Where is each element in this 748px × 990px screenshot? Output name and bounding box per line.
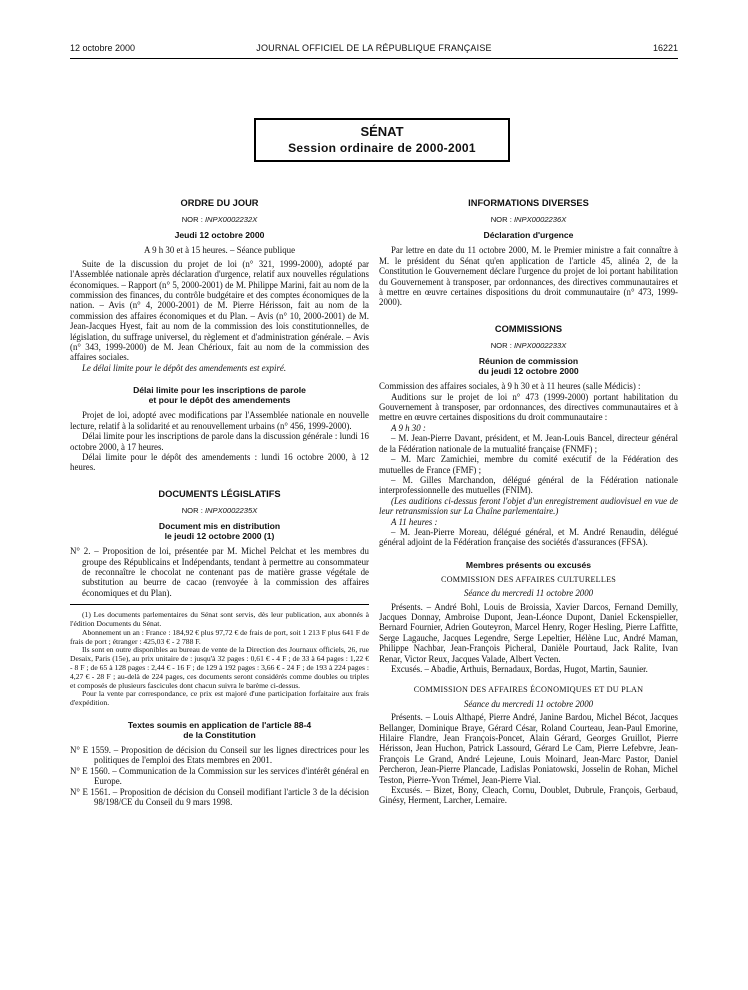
documents-subheading-line2: le jeudi 12 octobre 2000 (1) [164, 531, 275, 542]
audition-item: – M. Jean-Pierre Davant, président, et M. Jean-Louis Bancel, directeur général de la Fédération nationale de la mutualité française (FNMF) ; [379, 433, 678, 454]
delai-heading-line2: et pour le dépôt des amendements [148, 395, 291, 406]
footnote-line: Abonnement un an : France : 184,92 € plus 97,72 € de frais de port, soit 1 213 F plus 641 F de frais de port ; étranger : 425,03 € - 2 788 F. [70, 627, 369, 646]
commission-paragraph: Auditions sur le projet de loi n° 473 (1999-2000) portant habilitation du Gouvernement à transposer, par ordonnances, des directives communautaires et à mettre en œuvre certaines dispositions du droit communautaire : [379, 391, 678, 423]
amendment-note: Le délai limite pour le dépôt des amendements est expiré. [82, 362, 287, 373]
nor-reference [379, 215, 678, 225]
senat-title: SÉNAT [360, 124, 404, 139]
delai-paragraph: Délai limite pour le dépôt des amendements : lundi 16 octobre 2000, à 12 heures. [70, 451, 369, 473]
header-page-number: 16221 [652, 43, 678, 53]
nor-reference [70, 215, 369, 225]
membres-heading: Membres présents ou excusés [465, 559, 592, 570]
commission-name: COMMISSION DES AFFAIRES ÉCONOMIQUES ET DU PLAN [413, 685, 644, 695]
audition-note: (Les auditions ci-dessus feront l'objet d'un enregistrement audiovisuel en vue de leur retransmission sur La Chaîne parlementaire.) [379, 495, 678, 517]
commissions-heading: COMMISSIONS [494, 323, 563, 334]
texte-item: N° E 1561. – Proposition de décision du Conseil modifiant l'article 3 de la décision 98/198/CE du Conseil du 9 mars 1998. [70, 786, 369, 807]
header-title: JOURNAL OFFICIEL DE LA RÉPUBLIQUE FRANÇAISE [256, 43, 492, 53]
header-date: 12 octobre 2000 [70, 43, 136, 53]
nor-label: NOR : [181, 505, 203, 515]
delai-paragraph: Projet de loi, adopté avec modifications par l'Assemblée nationale en nouvelle lecture, relatif à la solidarité et au renouvellement urbains (n° 456, 1999-2000). [70, 410, 369, 431]
reunion-subheading-line1: Réunion de commission [478, 356, 579, 367]
senat-banner [254, 118, 510, 162]
nor-reference [379, 341, 678, 351]
delai-heading [70, 385, 369, 405]
nor-code: INPX0002235X [204, 505, 258, 515]
present-list: Présents. – Louis Althapé, Pierre André, Janine Bardou, Michel Bécot, Jacques Bellanger, Dominique Braye, Gérard César, Roland Courteau, Jean-Paul Emorine, Hilaire Flandre, Jean François-Poncet, Alain Gérard, Georges Gruillot, Pierre Hérisson, Jean Huchon, Patrick Lassourd, Gérard Le Cam, Pierre Lefebvre, Jean-François Le Grand, André Lejeune, Louis Moinard, Jean-Marc Pastor, Daniel Percheron, Jean-Pierre Plancade, Ladislas Poniatowski, Josselin de Rohan, Michel Teston, Pierre-Yvon Trémel, Jean-Pierre Vial. [379, 712, 678, 785]
informations-heading: INFORMATIONS DIVERSES [468, 198, 589, 208]
time-slot: A 9 h 30 : [391, 422, 426, 433]
texte-item: N° E 1560. – Communication de la Commission sur les services d'intérêt général en Europe. [70, 765, 369, 787]
nor-label: NOR : [490, 340, 512, 350]
delai-heading-line1: Délai limite pour les inscriptions de parole [133, 385, 306, 396]
footnote-line: (1) Les documents parlementaires du Sénat sont servis, dès leur publication, aux abonnés à l'édition Documents du Sénat. [70, 610, 369, 628]
excuses-list: Excusés. – Bizet, Bony, Cleach, Cornu, Doublet, Dubrule, François, Gerbaud, Ginésy, Herment, Larcher, Lemaire. [379, 785, 678, 806]
present-list: Présents. – André Bohl, Louis de Broissia, Xavier Darcos, Fernand Demilly, Jacques Donnay, Ambroise Dupont, Jean-Léonce Dupont, Daniel Eckenspieller, Bernard Fournier, Adrien Gouteyron, Marcel Henry, Roger Hesling, Pierre Laffitte, Serge Lagauche, Jacques Legendre, Serge Lepeltier, Hélène Luc, André Maman, Philippe Nachbar, Jean-François Picheral, Danièle Pourtaud, Jack Ralite, Ivan Renar, Victor Reux, Jacques Valade, Albert Vecten. [379, 601, 678, 664]
nor-code: INPX0002236X [513, 215, 567, 224]
document-item: N° 2. – Proposition de loi, présentée par M. Michel Pelchat et les membres du groupe des Républicains et Indépendants, tendant à permettre au consommateur de reconnaître le chocolat ne contenant pas de matière grasse végétale de substitution au beurre de cacao (renvoyée à la commission des affaires économiques et du Plan). [70, 546, 369, 598]
nor-label: NOR : [490, 215, 512, 224]
seance-time: A 9 h 30 et à 15 heures. – Séance publique [143, 245, 296, 256]
audition-item: – M. Gilles Marchandon, délégué général de la Fédération nationale interprofessionnelle des mutuelles (FNIM). [379, 474, 678, 496]
seance-date: Séance du mercredi 11 octobre 2000 [463, 588, 594, 599]
textes-heading-line1: Textes soumis en application de l'article 88-4 [127, 719, 312, 730]
footnote-line: Ils sont en outre disponibles au bureau de vente de la Direction des Journaux officiels, 26, rue Desaix, Paris (15e), au prix unitaire de : jusqu'à 32 pages : 0,61 € - 4 F ; de 33 à 64 pages : 1,22 € - 8 F ; de 65 à 128 pages : 2,44 € - 16 F ; de 129 à 192 pages : 3,66 € - 24 F ; de 193 à 224 pages : 4,27 € - 28 F ; au-delà de 224 pages, ces documents seront considérés comme doubles ou triples et composés de plusieurs fascicules dont chacun suivra le barème ci-dessus. [70, 645, 369, 690]
seance-date: Séance du mercredi 11 octobre 2000 [463, 698, 594, 709]
session-title: Session ordinaire de 2000-2001 [288, 141, 476, 155]
urgence-subheading: Déclaration d'urgence [483, 230, 574, 241]
delai-paragraph: Délai limite pour les inscriptions de parole dans la discussion générale : lundi 16 octobre 2000, à 17 heures. [70, 431, 369, 452]
ordre-paragraph: Suite de la discussion du projet de loi (n° 321, 1999-2000), adopté par l'Assemblée nationale après déclaration d'urgence, relatif aux nouvelles régulations économiques. – Rapport (n° 5, 2000-2001) de M. Philippe Marini, fait au nom de la commission des finances, du contrôle budgétaire et des comptes économiques de la nation. – Avis (n° 4, 2000-2001) de M. Pierre Hérisson, fait au nom de la commission des affaires économiques et du Plan. – Avis (n° 10, 2000-2001) de M. Jean-Jacques Hyest, fait au nom de la commission des lois constitutionnelles, de législation, du suffrage universel, du règlement et d'administration générale. – Avis (n° 343, 1999-2000) de M. Jean Chérioux, fait au nom de la commission des affaires sociales. [70, 258, 369, 363]
page-header [70, 40, 678, 56]
documents-heading: DOCUMENTS LÉGISLATIFS [158, 488, 281, 499]
audition-item: – M. Jean-Pierre Moreau, délégué général, et M. André Renaudin, délégué général adjoint de la Fédération française des sociétés d'assurances (FFSA). [379, 526, 678, 548]
nor-label: NOR : [181, 215, 203, 224]
audition-item: – M. Marc Zamichiei, membre du comité exécutif de la Fédération des mutuelles de France (FMF) ; [379, 454, 678, 475]
reunion-subheading [379, 356, 678, 376]
texte-item: N° E 1559. – Proposition de décision du Conseil sur les lignes directrices pour les politiques de l'emploi des Etats membres en 2001. [70, 744, 369, 766]
reunion-subheading-line2: du jeudi 12 octobre 2000 [478, 366, 579, 377]
nor-code: INPX0002233X [513, 340, 567, 350]
documents-subheading [70, 521, 369, 541]
urgence-paragraph: Par lettre en date du 11 octobre 2000, M. le Premier ministre a fait connaître à M. le président du Sénat qu'en application de l'article 45, alinéa 2, de la Constitution le Gouvernement déclare l'urgence du projet de loi portant habilitation du Gouvernement à transposer, par ordonnances, des directives communautaires et à mettre en œuvre certaines dispositions du droit communautaire (n° 473, 1999-2000). [379, 245, 678, 308]
commission-name: COMMISSION DES AFFAIRES CULTURELLES [440, 574, 617, 584]
textes-heading-line2: de la Constitution [183, 729, 256, 740]
nor-reference [70, 506, 369, 516]
time-slot: A 11 heures : [391, 516, 438, 527]
footnote [70, 611, 369, 708]
commission-lead: Commission des affaires sociales, à 9 h 30 et à 11 heures (salle Médicis) : [379, 381, 641, 392]
header-rule [70, 58, 678, 59]
right-column [379, 196, 678, 806]
session-date: Jeudi 12 octobre 2000 [174, 230, 265, 241]
footnote-rule [70, 604, 369, 605]
nor-code: INPX0002232X [204, 215, 258, 224]
excuses-list: Excusés. – Abadie, Arthuis, Bernadaux, Bordas, Hugot, Martin, Saunier. [391, 664, 648, 674]
documents-subheading-line1: Document mis en distribution [158, 521, 281, 532]
ordre-du-jour-heading: ORDRE DU JOUR [180, 198, 259, 208]
left-column [70, 196, 369, 807]
textes-heading [70, 720, 369, 740]
footnote-line: Pour la vente par correspondance, ce prix est majoré d'une participation forfaitaire aux frais d'expédition. [70, 689, 369, 708]
